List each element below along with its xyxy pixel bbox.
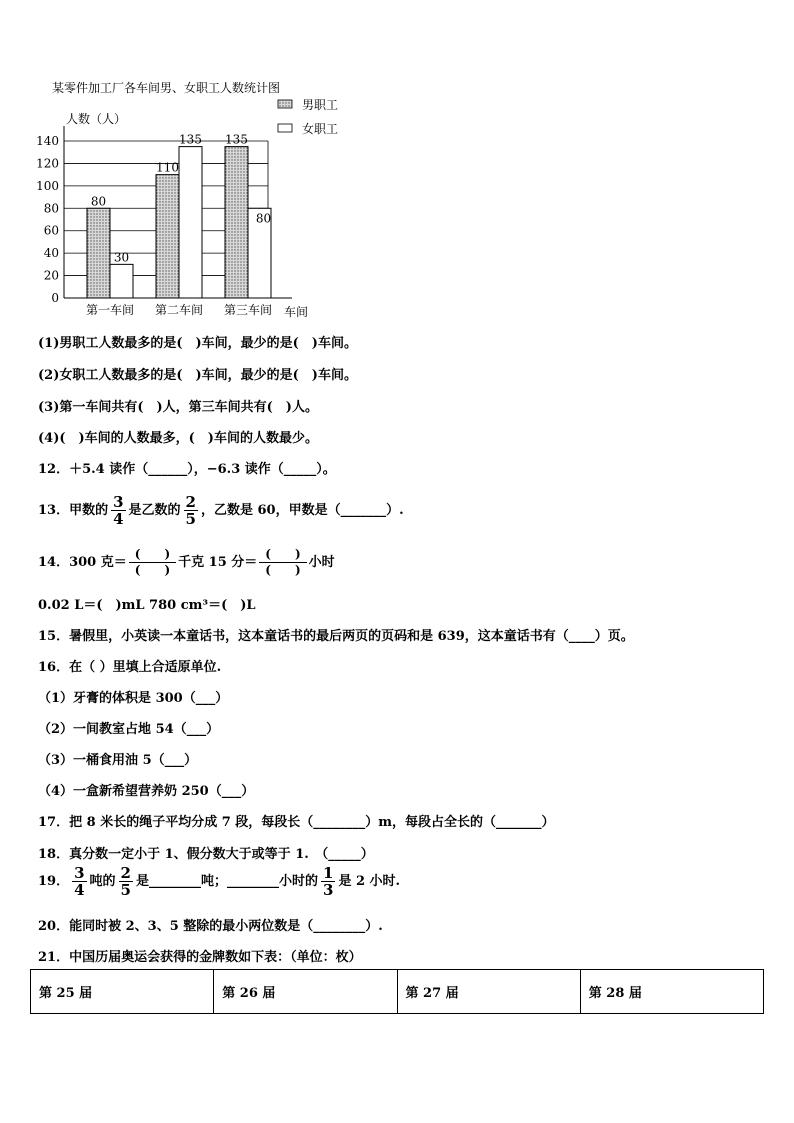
question-13 <box>38 494 404 527</box>
x-tick-label: 第一车间 <box>85 303 135 317</box>
y-tick-label: 0 <box>51 291 59 305</box>
fraction-2-5 <box>119 865 133 898</box>
x-tick-label: 第二车间 <box>154 303 204 317</box>
q13-text-a: 13．甲数的 <box>38 503 109 518</box>
question-16-3: （3）一桶食用油 5（___） <box>38 753 198 768</box>
x-axis-label: 车间 <box>284 305 309 319</box>
question-18: 18．真分数一定小于 1、假分数大于或等于 1. （_____） <box>38 847 374 862</box>
bar-female-2 <box>179 147 202 298</box>
table-header-cell: 第 25 届 <box>31 970 214 1014</box>
q14-text-b: 千克 15 分＝ <box>178 555 258 570</box>
bar-male-1 <box>87 208 110 298</box>
question-16-2: （2）一间教室占地 54（___） <box>38 722 220 737</box>
data-label: 80 <box>90 194 107 209</box>
question-3: (3)第一车间共有( )人，第三车间共有( )人。 <box>38 400 318 415</box>
y-tick-label: 140 <box>36 134 59 148</box>
y-tick-label: 100 <box>36 178 59 193</box>
question-14b: 0.02 L＝( )mL 780 cm³＝( )L <box>38 598 256 613</box>
q14-text-a: 14．300 克＝ <box>38 555 127 570</box>
bar-male-2 <box>156 175 179 298</box>
numerator: 3 <box>74 864 85 882</box>
fraction-blank-2 <box>259 547 306 578</box>
question-20: 20．能同时被 2、3、5 整除的最小两位数是（________）. <box>38 919 383 934</box>
q19-text-b: 吨的 <box>89 874 116 889</box>
question-14 <box>38 547 335 578</box>
question-17: 17．把 8 米长的绳子平均分成 7 段，每段长（________）m，每段占全长的（_______） <box>38 815 555 830</box>
data-label: 135 <box>225 132 248 147</box>
y-axis-label: 人数（人） <box>66 112 127 126</box>
table-header-cell: 第 28 届 <box>580 970 763 1014</box>
numerator: ( ) <box>129 547 176 563</box>
data-label: 30 <box>113 250 130 265</box>
question-19 <box>38 865 400 898</box>
x-tick-label: 第三车间 <box>223 303 273 317</box>
table-row <box>31 970 764 1014</box>
denominator: ( ) <box>265 563 301 577</box>
denominator: 4 <box>113 510 124 528</box>
bar-female-1 <box>110 264 133 298</box>
data-label: 135 <box>179 132 202 147</box>
question-1: (1)男职工人数最多的是( )车间，最少的是( )车间。 <box>38 336 357 351</box>
denominator: ( ) <box>134 563 171 577</box>
data-label: 80 <box>255 211 272 226</box>
denominator: 5 <box>120 881 131 899</box>
fraction-2-5 <box>184 494 198 527</box>
q13-text-b: 是乙数的 <box>128 503 181 518</box>
q19-text-c: 是________吨；________小时的 <box>135 874 318 889</box>
denominator: 4 <box>74 881 85 899</box>
question-12: 12．＋5.4 读作（______），−6.3 读作（_____）。 <box>38 462 336 477</box>
table-header-cell: 第 27 届 <box>397 970 580 1014</box>
y-tick-label: 60 <box>43 223 59 238</box>
numerator: 2 <box>120 864 131 882</box>
q14-text-c: 小时 <box>308 555 335 570</box>
data-label: 110 <box>156 160 179 175</box>
numerator: 1 <box>323 864 334 882</box>
numerator: ( ) <box>259 547 306 563</box>
question-21: 21．中国历届奥运会获得的金牌数如下表：（单位：枚） <box>38 950 362 965</box>
fraction-3-4 <box>72 865 86 898</box>
numerator: 2 <box>185 493 196 511</box>
legend-label-female: 女职工 <box>302 122 339 136</box>
question-15: 15．暑假里，小英读一本童话书，这本童话书的最后两页的页码和是 639，这本童话书有（____）页。 <box>38 629 634 644</box>
numerator: 3 <box>113 493 124 511</box>
fraction-blank-1 <box>129 547 176 578</box>
legend-label-male: 男职工 <box>302 98 339 112</box>
question-4: (4)( )车间的人数最多，( )车间的人数最少。 <box>38 431 318 446</box>
question-16: 16．在（ ）里填上合适原单位. <box>38 660 222 675</box>
legend-swatch-female <box>278 124 292 132</box>
bar-male-3 <box>225 147 248 298</box>
chart-svg <box>30 78 370 323</box>
question-16-4: （4）一盒新希望营养奶 250（___） <box>38 784 255 799</box>
y-tick-label: 120 <box>36 156 59 171</box>
y-tick-label: 80 <box>43 201 59 216</box>
legend-swatch-male <box>278 100 292 108</box>
y-tick-label: 20 <box>43 268 59 283</box>
table-header-cell: 第 26 届 <box>214 970 397 1014</box>
denominator: 3 <box>323 881 334 899</box>
y-tick-label: 40 <box>43 246 59 261</box>
chart-title: 某零件加工厂各车间男、女职工人数统计图 <box>52 81 281 95</box>
fraction-1-3 <box>321 865 335 898</box>
gold-medal-table <box>30 969 764 1014</box>
q19-text-a: 19． <box>38 874 70 889</box>
question-2: (2)女职工人数最多的是( )车间，最少的是( )车间。 <box>38 368 357 383</box>
denominator: 5 <box>185 510 196 528</box>
q13-text-c: ，乙数是 60，甲数是（_______）. <box>200 503 404 518</box>
q19-text-d: 是 2 小时. <box>338 874 401 889</box>
bar-chart <box>30 78 370 323</box>
question-16-1: （1）牙膏的体积是 300（___） <box>38 691 229 706</box>
fraction-3-4 <box>111 494 125 527</box>
